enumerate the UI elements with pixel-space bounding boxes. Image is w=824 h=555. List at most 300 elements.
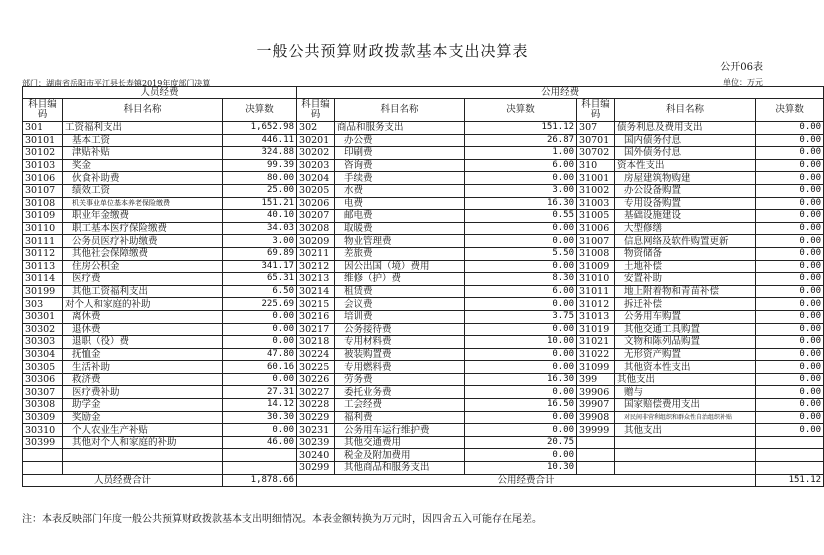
- subject-name: 国外债务付息: [615, 147, 756, 160]
- amount-value: [223, 449, 297, 462]
- subject-name: [63, 462, 223, 475]
- col-code-header: 科目编码: [23, 99, 63, 122]
- subject-name: 助学金: [63, 399, 223, 412]
- subject-code: 30201: [297, 134, 335, 147]
- amount-value: 0.00: [223, 373, 297, 386]
- subject-code: 310: [577, 159, 615, 172]
- amount-value: 0.00: [465, 386, 577, 399]
- subject-code: 31019: [577, 323, 615, 336]
- subject-code: 30305: [23, 361, 63, 374]
- subject-name: 住房公积金: [63, 260, 223, 273]
- subject-name: [615, 462, 756, 475]
- department-label: 部门：湖南省岳阳市平江县长寿镇2019年度部门决算: [22, 79, 211, 88]
- amount-value: 0.00: [756, 210, 824, 223]
- personnel-total-label: 人员经费合计: [23, 474, 223, 486]
- table-row: [23, 336, 824, 349]
- amount-value: 8.30: [465, 273, 577, 286]
- amount-value: 20.75: [465, 436, 577, 449]
- amount-value: 30.30: [223, 411, 297, 424]
- subject-name: 办公设备购置: [615, 184, 756, 197]
- subject-name: 办公费: [335, 134, 465, 147]
- subject-code: 31021: [577, 336, 615, 349]
- subject-code: 30229: [297, 411, 335, 424]
- subject-name: 其他社会保障缴费: [63, 247, 223, 260]
- subject-name: 救济费: [63, 373, 223, 386]
- amount-value: 0.00: [223, 336, 297, 349]
- subject-name: 对民间非营利组织和群众性自治组织补贴: [615, 411, 756, 424]
- amount-value: 0.00: [756, 323, 824, 336]
- amount-value: 6.50: [223, 285, 297, 298]
- subject-code: 30203: [297, 159, 335, 172]
- subject-code: 30213: [297, 273, 335, 286]
- subject-code: 30301: [23, 310, 63, 323]
- amount-value: 151.21: [223, 197, 297, 210]
- subject-code: 30202: [297, 147, 335, 160]
- subject-code: 31005: [577, 210, 615, 223]
- subject-code: 30199: [23, 285, 63, 298]
- subject-code: 30231: [297, 424, 335, 437]
- subject-name: 委托业务费: [335, 386, 465, 399]
- amount-value: 0.00: [223, 323, 297, 336]
- subject-code: 31003: [577, 197, 615, 210]
- subject-code: 30112: [23, 247, 63, 260]
- subject-name: 专用材料费: [335, 336, 465, 349]
- subject-name: 其他资本性支出: [615, 361, 756, 374]
- amount-value: 47.80: [223, 348, 297, 361]
- subject-name: 基础设施建设: [615, 210, 756, 223]
- public-section-header: 公用经费: [297, 87, 824, 99]
- subject-code: 30308: [23, 399, 63, 412]
- amount-value: 10.00: [465, 336, 577, 349]
- subject-name: 物资储备: [615, 247, 756, 260]
- table-row: [23, 273, 824, 286]
- subject-name: 抚恤金: [63, 348, 223, 361]
- subject-code: 31012: [577, 298, 615, 311]
- amount-value: 0.00: [756, 348, 824, 361]
- amount-value: 14.12: [223, 399, 297, 412]
- subject-code: 31013: [577, 310, 615, 323]
- amount-value: 0.00: [465, 449, 577, 462]
- subject-name: [63, 449, 223, 462]
- table-row: [23, 298, 824, 311]
- subject-name: 租赁费: [335, 285, 465, 298]
- subject-code: 30109: [23, 210, 63, 223]
- amount-value: 46.00: [223, 436, 297, 449]
- table-row: [23, 134, 824, 147]
- subject-code: 30209: [297, 235, 335, 248]
- subject-code: 30113: [23, 260, 63, 273]
- subject-name: 印刷费: [335, 147, 465, 160]
- subject-name: 被装购置费: [335, 348, 465, 361]
- amount-value: 0.00: [756, 122, 824, 135]
- table-row: [23, 323, 824, 336]
- subject-name: 退职（役）费: [63, 336, 223, 349]
- subject-code: 399: [577, 373, 615, 386]
- subject-code: 30225: [297, 361, 335, 374]
- footnote: 注：本表反映部门年度一般公共预算财政拨款基本支出明细情况。本表金额转换为万元时，因四舍五入可能存在尾差。: [22, 514, 542, 525]
- subject-code: 301: [23, 122, 63, 135]
- amount-value: 69.89: [223, 247, 297, 260]
- amount-value: 0.00: [756, 134, 824, 147]
- amount-value: 16.30: [465, 373, 577, 386]
- subject-code: 31007: [577, 235, 615, 248]
- table-row: [23, 386, 824, 399]
- amount-value: 0.00: [756, 172, 824, 185]
- amount-value: 0.00: [756, 147, 824, 160]
- subject-name: 税金及附加费用: [335, 449, 465, 462]
- col-code-header: 科目编码: [577, 99, 615, 122]
- subject-code: 30701: [577, 134, 615, 147]
- subject-name: 电费: [335, 197, 465, 210]
- subject-name: 伙食补助费: [63, 172, 223, 185]
- subject-code: 30110: [23, 222, 63, 235]
- amount-value: 34.03: [223, 222, 297, 235]
- subject-code: 30218: [297, 336, 335, 349]
- totals-row: [23, 474, 824, 486]
- subject-code: 30240: [297, 449, 335, 462]
- subject-code: 30107: [23, 184, 63, 197]
- subject-code: [577, 462, 615, 475]
- subject-code: 30102: [23, 147, 63, 160]
- subject-name: 职业年金缴费: [63, 210, 223, 223]
- subject-code: 30111: [23, 235, 63, 248]
- subject-code: 30227: [297, 386, 335, 399]
- table-row: [23, 210, 824, 223]
- amount-value: 40.10: [223, 210, 297, 223]
- table-row: [23, 436, 824, 449]
- amount-value: [756, 436, 824, 449]
- subject-name: 其他对个人和家庭的补助: [63, 436, 223, 449]
- amount-value: 0.00: [756, 424, 824, 437]
- amount-value: 0.00: [465, 235, 577, 248]
- amount-value: 99.39: [223, 159, 297, 172]
- subject-name: 奖励金: [63, 411, 223, 424]
- subject-name: 地上附着物和青苗补偿: [615, 285, 756, 298]
- amount-value: 0.00: [756, 399, 824, 412]
- subject-code: 31011: [577, 285, 615, 298]
- amount-value: 1.00: [465, 147, 577, 160]
- amount-value: 446.11: [223, 134, 297, 147]
- amount-value: 0.00: [465, 348, 577, 361]
- table-row: [23, 373, 824, 386]
- subject-name: 土地补偿: [615, 260, 756, 273]
- subject-code: 30307: [23, 386, 63, 399]
- subject-name: 基本工资: [63, 134, 223, 147]
- subject-name: 信息网络及软件购置更新: [615, 235, 756, 248]
- subject-code: 30226: [297, 373, 335, 386]
- col-amount-header: 决算数: [756, 99, 824, 122]
- amount-value: 3.00: [465, 184, 577, 197]
- table-row: [23, 462, 824, 475]
- amount-value: 1,652.98: [223, 122, 297, 135]
- subject-name: 劳务费: [335, 373, 465, 386]
- table-row: [23, 197, 824, 210]
- subject-code: 30212: [297, 260, 335, 273]
- subject-code: 31099: [577, 361, 615, 374]
- subject-code: 31010: [577, 273, 615, 286]
- subject-code: 39999: [577, 424, 615, 437]
- subject-name: 其他交通工具购置: [615, 323, 756, 336]
- subject-code: 31001: [577, 172, 615, 185]
- subject-code: 30309: [23, 411, 63, 424]
- table-row: [23, 222, 824, 235]
- subject-name: 文物和陈列品购置: [615, 336, 756, 349]
- table-row: [23, 399, 824, 412]
- unit-label: 单位：万元: [723, 78, 763, 87]
- subject-name: 退休费: [63, 323, 223, 336]
- table-row: [23, 411, 824, 424]
- col-amount-header: 决算数: [223, 99, 297, 122]
- amount-value: 225.69: [223, 298, 297, 311]
- subject-code: 30108: [23, 197, 63, 210]
- subject-code: 39907: [577, 399, 615, 412]
- subject-code: 30206: [297, 197, 335, 210]
- table-row: [23, 147, 824, 160]
- amount-value: 0.00: [465, 424, 577, 437]
- amount-value: 5.50: [465, 247, 577, 260]
- amount-value: 80.00: [223, 172, 297, 185]
- subject-code: 39906: [577, 386, 615, 399]
- amount-value: 0.00: [756, 310, 824, 323]
- subject-name: 国内债务付息: [615, 134, 756, 147]
- amount-value: 0.00: [756, 260, 824, 273]
- subject-code: [23, 462, 63, 475]
- subject-code: [577, 436, 615, 449]
- subject-name: [615, 449, 756, 462]
- subject-name: 房屋建筑物购建: [615, 172, 756, 185]
- subject-name: 津贴补贴: [63, 147, 223, 160]
- table-row: [23, 235, 824, 248]
- subject-name: 大型修缮: [615, 222, 756, 235]
- subject-name: 其他工资福利支出: [63, 285, 223, 298]
- amount-value: 0.00: [756, 373, 824, 386]
- subject-name: [615, 436, 756, 449]
- report-title: 一般公共预算财政拨款基本支出决算表: [256, 42, 529, 60]
- subject-code: 30217: [297, 323, 335, 336]
- subject-name: 机关事业单位基本养老保险缴费: [63, 197, 223, 210]
- amount-value: 0.00: [756, 222, 824, 235]
- subject-code: 30208: [297, 222, 335, 235]
- subject-code: 30216: [297, 310, 335, 323]
- subject-code: 30303: [23, 336, 63, 349]
- table-row: [23, 424, 824, 437]
- table-row: [23, 184, 824, 197]
- subject-code: 30399: [23, 436, 63, 449]
- col-code-header: 科目编码: [297, 99, 335, 122]
- subject-name: 离休费: [63, 310, 223, 323]
- subject-code: 30103: [23, 159, 63, 172]
- personnel-section-header: 人员经费: [23, 87, 297, 99]
- subject-name: 职工基本医疗保险缴费: [63, 222, 223, 235]
- subject-code: 30214: [297, 285, 335, 298]
- amount-value: [756, 449, 824, 462]
- subject-name: 差旅费: [335, 247, 465, 260]
- amount-value: 0.00: [465, 222, 577, 235]
- subject-name: 咨询费: [335, 159, 465, 172]
- subject-name: 维修（护）费: [335, 273, 465, 286]
- amount-value: 0.00: [465, 323, 577, 336]
- subject-name: 手续费: [335, 172, 465, 185]
- amount-value: 324.88: [223, 147, 297, 160]
- amount-value: 0.00: [756, 361, 824, 374]
- amount-value: 0.00: [756, 184, 824, 197]
- personnel-total-value: 1,878.66: [223, 474, 297, 486]
- subject-name: 无形资产购置: [615, 348, 756, 361]
- amount-value: 0.00: [465, 298, 577, 311]
- subject-code: 31022: [577, 348, 615, 361]
- amount-value: 0.00: [465, 260, 577, 273]
- amount-value: 16.30: [465, 197, 577, 210]
- subject-name: 其他商品和服务支出: [335, 462, 465, 475]
- amount-value: 0.00: [756, 197, 824, 210]
- subject-code: 30106: [23, 172, 63, 185]
- subject-name: 水费: [335, 184, 465, 197]
- table-row: [23, 159, 824, 172]
- subject-name: 赠与: [615, 386, 756, 399]
- table-row: [23, 449, 824, 462]
- subject-code: 30306: [23, 373, 63, 386]
- table-row: [23, 310, 824, 323]
- subject-code: 30310: [23, 424, 63, 437]
- amount-value: 27.31: [223, 386, 297, 399]
- subject-code: 30228: [297, 399, 335, 412]
- amount-value: [756, 462, 824, 475]
- table-row: [23, 260, 824, 273]
- subject-code: [23, 449, 63, 462]
- amount-value: 0.00: [756, 298, 824, 311]
- subject-code: 30204: [297, 172, 335, 185]
- subject-name: 其他支出: [615, 424, 756, 437]
- subject-name: 因公出国（境）费用: [335, 260, 465, 273]
- amount-value: 3.75: [465, 310, 577, 323]
- amount-value: 0.00: [465, 361, 577, 374]
- amount-value: 26.87: [465, 134, 577, 147]
- amount-value: 0.00: [756, 247, 824, 260]
- amount-value: 25.00: [223, 184, 297, 197]
- amount-value: [223, 462, 297, 475]
- amount-value: 0.00: [465, 411, 577, 424]
- table-row: [23, 285, 824, 298]
- subject-name: 商品和服务支出: [335, 122, 465, 135]
- amount-value: 6.00: [465, 159, 577, 172]
- subject-name: 福利费: [335, 411, 465, 424]
- subject-name: 其他交通费用: [335, 436, 465, 449]
- table-row: [23, 348, 824, 361]
- amount-value: 0.00: [756, 235, 824, 248]
- subject-code: 30205: [297, 184, 335, 197]
- subject-code: 307: [577, 122, 615, 135]
- subject-name: 培训费: [335, 310, 465, 323]
- amount-value: 10.30: [465, 462, 577, 475]
- subject-name: 公务用车购置: [615, 310, 756, 323]
- table-row: [23, 172, 824, 185]
- subject-name: 公务员医疗补助缴费: [63, 235, 223, 248]
- amount-value: 65.31: [223, 273, 297, 286]
- subject-code: [577, 449, 615, 462]
- subject-name: 绩效工资: [63, 184, 223, 197]
- subject-code: 30302: [23, 323, 63, 336]
- table-row: [23, 361, 824, 374]
- subject-code: 30207: [297, 210, 335, 223]
- amount-value: 0.00: [756, 386, 824, 399]
- col-name-header: 科目名称: [63, 99, 223, 122]
- expenditure-table: [22, 86, 824, 487]
- subject-name: 债务利息及费用支出: [615, 122, 756, 135]
- subject-name: 工会经费: [335, 399, 465, 412]
- subject-code: 31008: [577, 247, 615, 260]
- subject-name: 医疗费: [63, 273, 223, 286]
- subject-code: 31002: [577, 184, 615, 197]
- amount-value: 0.00: [756, 159, 824, 172]
- subject-code: 30211: [297, 247, 335, 260]
- subject-name: 物业管理费: [335, 235, 465, 248]
- subject-code: 30101: [23, 134, 63, 147]
- col-name-header: 科目名称: [615, 99, 756, 122]
- subject-code: 30239: [297, 436, 335, 449]
- public-total-value: 151.12: [756, 474, 824, 486]
- subject-code: 39908: [577, 411, 615, 424]
- subject-name: 对个人和家庭的补助: [63, 298, 223, 311]
- subject-code: 30114: [23, 273, 63, 286]
- amount-value: 0.00: [223, 424, 297, 437]
- subject-name: 个人农业生产补贴: [63, 424, 223, 437]
- amount-value: 0.00: [756, 411, 824, 424]
- subject-name: 专用燃料费: [335, 361, 465, 374]
- subject-name: 医疗费补助: [63, 386, 223, 399]
- col-amount-header: 决算数: [465, 99, 577, 122]
- subject-name: 其他支出: [615, 373, 756, 386]
- subject-name: 奖金: [63, 159, 223, 172]
- table-row: [23, 247, 824, 260]
- amount-value: 0.55: [465, 210, 577, 223]
- subject-code: 30702: [577, 147, 615, 160]
- amount-value: 60.16: [223, 361, 297, 374]
- amount-value: 3.00: [223, 235, 297, 248]
- subject-name: 会议费: [335, 298, 465, 311]
- table-row: [23, 122, 824, 135]
- amount-value: 0.00: [223, 310, 297, 323]
- subject-code: 30215: [297, 298, 335, 311]
- subject-name: 安置补助: [615, 273, 756, 286]
- subject-code: 303: [23, 298, 63, 311]
- subject-code: 302: [297, 122, 335, 135]
- amount-value: 6.00: [465, 285, 577, 298]
- subject-name: 公务接待费: [335, 323, 465, 336]
- subject-name: 资本性支出: [615, 159, 756, 172]
- col-name-header: 科目名称: [335, 99, 465, 122]
- subject-name: 生活补助: [63, 361, 223, 374]
- public-total-label: 公用经费合计: [297, 474, 756, 486]
- amount-value: 0.00: [756, 285, 824, 298]
- subject-name: 取暖费: [335, 222, 465, 235]
- subject-code: 31006: [577, 222, 615, 235]
- subject-code: 31009: [577, 260, 615, 273]
- amount-value: 0.00: [756, 336, 824, 349]
- subject-name: 拆迁补偿: [615, 298, 756, 311]
- subject-name: 专用设备购置: [615, 197, 756, 210]
- amount-value: 341.17: [223, 260, 297, 273]
- amount-value: 151.12: [465, 122, 577, 135]
- subject-code: 30299: [297, 462, 335, 475]
- subject-name: 邮电费: [335, 210, 465, 223]
- subject-name: 国家赔偿费用支出: [615, 399, 756, 412]
- amount-value: 16.50: [465, 399, 577, 412]
- subject-name: 公务用车运行维护费: [335, 424, 465, 437]
- amount-value: 0.00: [756, 273, 824, 286]
- form-number: 公开06表: [720, 62, 763, 73]
- subject-code: 30304: [23, 348, 63, 361]
- amount-value: 0.00: [465, 172, 577, 185]
